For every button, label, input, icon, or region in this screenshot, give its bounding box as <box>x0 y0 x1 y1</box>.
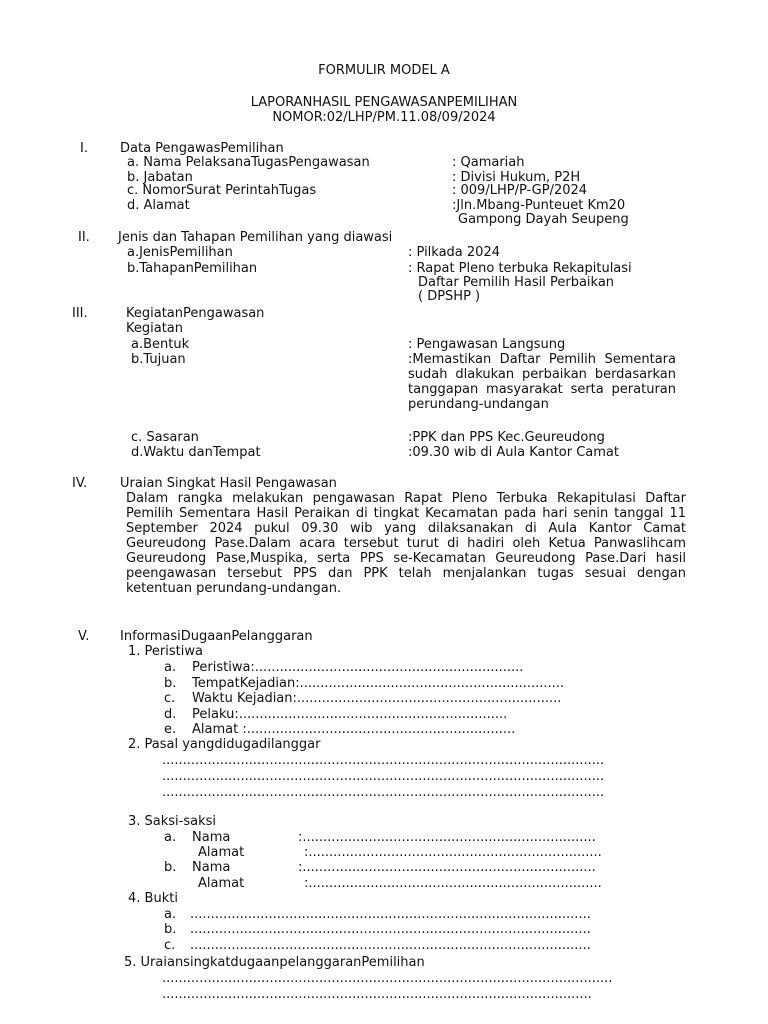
section1-value-alamat-2: Gampong Dayah Seupeng <box>458 212 629 227</box>
saksi-letter-a: a. <box>164 830 177 845</box>
saksi-b-alamat-field: :....................................................................... <box>304 876 602 891</box>
peristiwa-letter-e: e. <box>164 722 177 737</box>
pasal-line-2: ........................................................................................................... <box>162 769 605 784</box>
peristiwa-letter-a: a. <box>164 660 177 675</box>
peristiwa-field-waktu: Waktu Kejadian:................................................................ <box>192 691 562 706</box>
item-bukti-heading: 4. Bukti <box>128 891 178 906</box>
form-title: FORMULIR MODEL A <box>318 63 450 78</box>
section3-number: III. <box>72 306 88 321</box>
saksi-a-alamat-field: :....................................................................... <box>304 845 602 860</box>
section2-label-jenis: a.JenisPemilihan <box>127 245 233 260</box>
pasal-line-1: ........................................................................................................... <box>162 753 605 768</box>
peristiwa-field-peristiwa: Peristiwa:................................................................. <box>192 660 524 675</box>
section3-label-tujuan: b.Tujuan <box>131 352 186 367</box>
section1-value-nama: : Qamariah <box>452 155 525 170</box>
item-uraian-heading: 5. UraiansingkatdugaanpelanggaranPemilihan <box>124 955 425 970</box>
section3-subtitle: Kegiatan <box>126 321 184 336</box>
section3-value-bentuk: : Pengawasan Langsung <box>408 337 566 352</box>
section4-title: Uraian Singkat Hasil Pengawasan <box>120 476 337 491</box>
saksi-a-nama-label: Nama <box>192 830 231 845</box>
section2-title: Jenis dan Tahapan Pemilihan yang diawasi <box>118 230 393 245</box>
uraian-line-2: ........................................................................................................ <box>162 987 592 1002</box>
saksi-a-alamat-label: Alamat <box>198 845 245 860</box>
section3-label-bentuk: a.Bentuk <box>131 337 190 352</box>
bukti-field-b: ................................................................................................. <box>190 922 591 937</box>
peristiwa-letter-c: c. <box>164 691 176 706</box>
section3-label-sasaran: c. Sasaran <box>131 430 199 445</box>
section1-number: I. <box>80 141 88 156</box>
section1-value-nomor: : 009/LHP/P-GP/2024 <box>452 183 588 198</box>
section1-label-jabatan: b. Jabatan <box>127 170 193 185</box>
peristiwa-field-alamat: Alamat :................................................................. <box>192 722 516 737</box>
section3-title: KegiatanPengawasan <box>126 306 265 321</box>
section3-value-sasaran: :PPK dan PPS Kec.Geureudong <box>408 430 605 445</box>
section5-number: V. <box>78 629 90 644</box>
item-saksi-heading: 3. Saksi-saksi <box>128 814 217 829</box>
section1-value-alamat: :Jln.Mbang-Punteuet Km20 <box>452 198 626 213</box>
section1-label-nama: a. Nama PelaksanaTugasPengawasan <box>127 155 370 170</box>
section2-label-tahapan: b.TahapanPemilihan <box>127 261 258 276</box>
section2-value-tahapan-3: ( DPSHP ) <box>418 289 481 304</box>
bukti-field-c: ................................................................................................. <box>190 938 591 953</box>
peristiwa-field-tempat: TempatKejadian:................................................................ <box>192 676 565 691</box>
section2-number: II. <box>78 230 90 245</box>
bukti-letter-c: c. <box>164 938 176 953</box>
section3-value-waktu: :09.30 wib di Aula Kantor Camat <box>408 445 619 460</box>
section1-title: Data PengawasPemilihan <box>120 141 284 156</box>
uraian-line-1: ............................................................................................................. <box>162 971 613 986</box>
section2-value-tahapan-2: Daftar Pemilih Hasil Perbaikan <box>418 275 615 290</box>
peristiwa-letter-d: d. <box>164 707 177 722</box>
bukti-letter-a: a. <box>164 907 177 922</box>
section2-value-tahapan-1: : Rapat Pleno terbuka Rekapitulasi <box>408 261 632 276</box>
section4-body: Dalam rangka melakukan pengawasan Rapat Pleno Terbuka Rekapitulasi Daftar Pemilih Sementara Hasil Peraikan di tingkat Kecamatan pada hari senin tanggal 11 September 2024 pukul 09.30 wib yang dilaksanakan di Aula Kantor Camat Geureudong Pase.Dalam acara tersebut turut di hadiri oleh Ketua Panwaslihcam Geureudong Pase,Muspika, serta PPS se-Kecamatan Geureudong Pase.Dari hasil peengawasan tersebut PPS dan PPK telah menjalankan tugas sesuai dengan ketentuan perundang-undangan. <box>126 491 686 596</box>
report-number: NOMOR:02/LHP/PM.11.08/09/2024 <box>272 110 496 125</box>
saksi-b-nama-label: Nama <box>192 860 231 875</box>
section4-number: IV. <box>72 476 88 491</box>
peristiwa-field-pelaku: Pelaku:................................................................. <box>192 707 508 722</box>
section3-label-waktu: d.Waktu danTempat <box>131 445 261 460</box>
section3-value-tujuan: :Memastikan Daftar Pemilih Sementara sudah dlakukan perbaikan berdasarkan tanggapan masyarakat serta peraturan perundang-undangan <box>408 352 676 412</box>
report-title: LAPORANHASIL PENGAWASANPEMILIHAN <box>250 95 518 110</box>
saksi-letter-b: b. <box>164 860 177 875</box>
section2-value-jenis: : Pilkada 2024 <box>408 245 500 260</box>
item-pasal-heading: 2. Pasal yangdidugadilanggar <box>128 737 321 752</box>
bukti-letter-b: b. <box>164 922 177 937</box>
item-peristiwa-heading: 1. Peristiwa <box>128 644 203 659</box>
section1-value-jabatan: : Divisi Hukum, P2H <box>452 170 581 185</box>
section1-label-nomor: c. NomorSurat PerintahTugas <box>127 183 317 198</box>
saksi-b-alamat-label: Alamat <box>198 876 245 891</box>
saksi-a-nama-field: :....................................................................... <box>298 830 596 845</box>
section5-title: InformasiDugaanPelanggaran <box>120 629 313 644</box>
peristiwa-letter-b: b. <box>164 676 177 691</box>
pasal-line-3: ........................................................................................................... <box>162 785 605 800</box>
bukti-field-a: ................................................................................................. <box>190 907 591 922</box>
section1-label-alamat: d. Alamat <box>127 198 190 213</box>
saksi-b-nama-field: :....................................................................... <box>298 860 596 875</box>
